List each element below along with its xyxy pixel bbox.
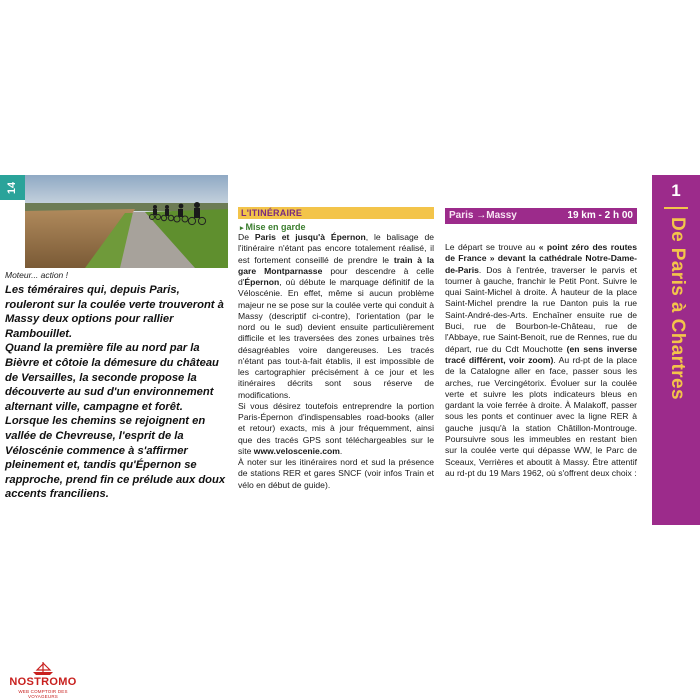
warning-subhead-text: Mise en garde <box>245 222 306 232</box>
itinerary-paragraph: À noter sur les itinéraires nord et sud la présence de stations RER et gares SNCF (voir infos Train et vélo en début de guide). <box>238 457 434 490</box>
itinerary-paragraph: De Paris et jusqu'à Épernon, le balisage de l'itinéraire n'étant pas encore totalement réalisé, il est fortement conseillé de prendre le train à la gare Montparnasse pour descendre à celle d'Épernon, où débute le marquage définitif de la Véloscénie. En effet, même si aucun problème majeur ne se pose sur la coulée verte qui conduit à Massy (descriptif ci-contre), l'orientation (par le nord ou le sud) devient ensuite particulièrement difficile et les traversées des zones urbaines très désagréables voire dangereuses. Les tracés n'étant pas tout-à-fait établis, il est impossible de les cartographier précisément à ce jour et les itinéraires décrits sont sous réserve de modifications. <box>238 232 434 400</box>
logo-tagline: WEB COMPTOIR DES VOYAGEURS <box>18 689 68 699</box>
intro-paragraph: Lorsque les chemins se rejoignent en vallée de Chevreuse, l'esprit de la Véloscénie commence à s'affirmer pleinement et, tandis qu'Épernon se rapproche, prend fin ce prélude aux doux accents franciliens. <box>5 415 226 501</box>
route-distance: 19 km - 2 h 00 <box>567 210 633 221</box>
intro-text <box>5 283 230 502</box>
photo-caption: Moteur... action ! <box>5 270 68 280</box>
route-name: Paris →Massy <box>449 210 517 221</box>
itinerary-header: L'ITINÉRAIRE <box>238 207 434 219</box>
chapter-title: De Paris à Chartres <box>667 217 688 400</box>
guide-page <box>0 175 700 525</box>
chapter-number: 1 <box>671 181 681 200</box>
website-link[interactable]: www.veloscenie.com <box>253 445 340 456</box>
page-number: 14 <box>6 181 19 194</box>
route-bar <box>445 208 637 224</box>
itinerary-text <box>238 232 434 491</box>
logo-brand: NOSTROMO <box>9 676 77 688</box>
route-description: Le départ se trouve au « point zéro des routes de France » devant la cathédrale Notre-Dame-de-Paris. Dos à l'entrée, traverser le parvis et tourner à gauche, franchir le Petit Pont. Suivre le quai Saint-Michel à droite. À hauteur de la place Saint-Michel prendre la rue Danton puis la rue Saint-André-des-Arts. Enchaîner ensuite rue de Buci, rue de Bourbon-le-Château, rue de l'Abbaye, rue Saint-Benoit, rue de Rennes, rue du départ, rue du Cdt Mouchotte (en sens inverse tracé différent, voir zoom). Au rd-pt de la place de la Catalogne aller en face, passer sous les arches, rue Vercingétorix. Évoluer sur la coulée verte et suivre les plots indicateurs bleus en gardant la voie ferrée à droite. À Malakoff, passer sous les ponts et continuer avec la ligne RER à gauche jusqu'à la station Châtillon-Montrouge. Poursuivre sous les immeubles en restant bien sur la coulée verte qui dépasse WW, le Parc de Sceaux, Verrières et aboutit à Massy. Être attentif au rd-pt du 19 Mars 1962, où s'offrent deux choix : <box>445 242 638 478</box>
triangle-bullet-icon: ▸ <box>240 225 244 232</box>
page-number-tab <box>0 175 25 200</box>
warning-subhead <box>240 222 306 232</box>
ship-icon <box>30 660 56 676</box>
cyclists-photo <box>25 175 228 268</box>
arrow-icon: → <box>476 210 487 221</box>
chapter-tab <box>652 175 700 525</box>
itinerary-paragraph: Si vous désirez toutefois entreprendre la portion Paris-Épernon d'indispensables road-books (aller et retour) exacts, mis à jour fréquemment, ainsi que des tracés GPS sont téléchargeables sur le site www.veloscenie.com. <box>238 400 434 456</box>
intro-paragraph: Les téméraires qui, depuis Paris, rouleront sur la coulée verte trouveront à Massy deux options pour rallier Rambouillet. <box>5 284 224 340</box>
nostromo-logo <box>3 660 83 698</box>
intro-paragraph: Quand la première file au nord par la Bièvre et côtoie la démesure du château de Versailles, la seconde propose la découverte au sud d'un environnement alternant ville, campagne et forêt. <box>5 342 219 413</box>
chapter-divider <box>664 207 688 209</box>
